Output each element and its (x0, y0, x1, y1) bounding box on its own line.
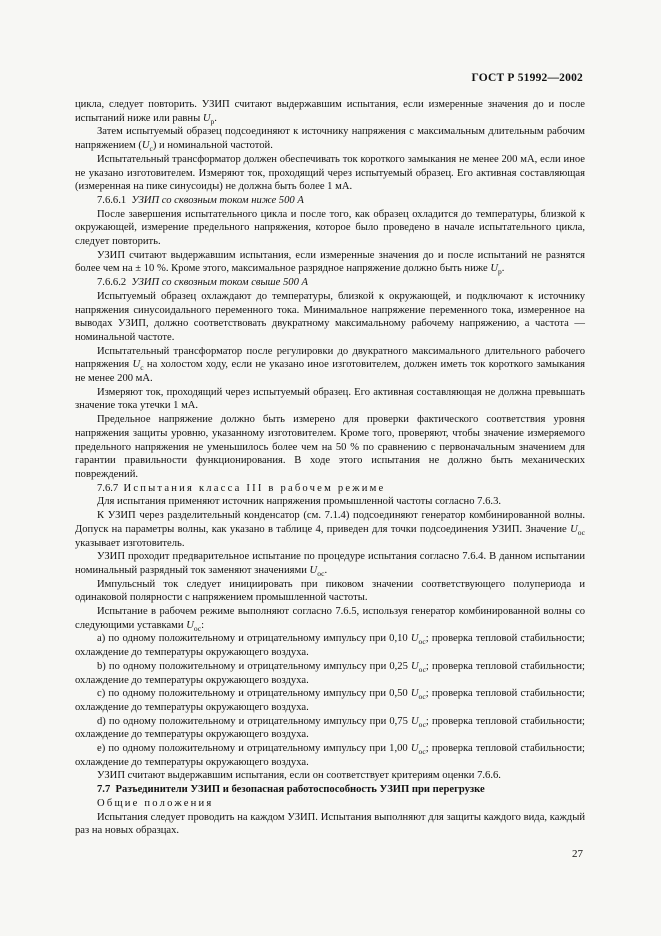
subsection-heading: 7.6.6.2 УЗИП со сквозным током свыше 500 А (97, 277, 309, 289)
paragraph: Импульсный ток следует инициировать при пиковом значении соответствующего полупериода и одинаковой полярности с напряжением промышленной частоты. (75, 578, 585, 604)
subsection-heading: 7.6.6.1 УЗИП со сквозным током ниже 500 А (97, 194, 304, 206)
paragraph: УЗИП проходит предварительное испытание по процедуре испытания согласно 7.6.4. В данном испытании номинальный разрядный ток заменяют значениями $U_{ос}$. (75, 551, 585, 579)
paragraph: Испытание в рабочем режиме выполняют согласно 7.6.5, используя генератор комбинированной волны со следующими уставками $U_{ос}$: (75, 606, 585, 633)
paragraph: К УЗИП через разделительный конденсатор (см. 7.1.4) подсоединяют генератор комбинированной волны. Допуск на параметры волны, как указано в таблице 4, приведен для точки подсоединения УЗИП. Значение $U_{ос}$ указывает изготовитель. (75, 510, 585, 549)
paragraph: Для испытания применяют источник напряжения промышленной частоты согласно 7.6.3. (97, 496, 502, 508)
paragraph: УЗИП считают выдержавшим испытания, если измеренные значения до и после испытаний не разнятся более чем на ± 10 %. Кроме этого, максимальное разрядное напряжение должно быть ниже $U_р$. (75, 249, 585, 277)
paragraph: УЗИП считают выдержавшим испытания, если он соответствует критериям оценки 7.6.6. (97, 770, 501, 782)
paragraph: цикла, следует повторить. УЗИП считают выдержавшим испытания, если измеренные значения до и после испытаний ниже или равны $U_р$. (75, 99, 585, 126)
list-item: a) по одному положительному и отрицательному импульсу при 0,10 $U_{ос}$; проверка тепловой стабильности; охлаждение до температуры окружающего воздуха. (75, 633, 585, 659)
paragraph: Испытательный трансформатор должен обеспечивать ток короткого замыкания не менее 200 мА, если иное не указано изготовителем. Измеряют ток, проходящий через испытуемый образец. Его активная составляющая (измеренная на пике синусоиды) не должна быть более 1 мА. (75, 153, 585, 193)
paragraph: После завершения испытательного цикла и после того, как образец охладится до температуры, близкой к окружающей, измерение предельного напряжения, которое было проведено в начале испытательного цикла, следует повторить. (75, 208, 585, 248)
page-body (75, 98, 585, 838)
list-item: b) по одному положительному и отрицательному импульсу при 0,25 $U_{ос}$; проверка тепловой стабильности; охлаждение до температуры окружающего воздуха. (75, 660, 586, 686)
paragraph: Испытуемый образец охлаждают до температуры, близкой к окружающей, и подключают к источнику напряжения синусоидального переменного тока. Минимальное напряжение переменного тока, измеренное на выводах УЗИП, должно соответствовать двукратному максимальному рабочему напряжению, а частота — номинальной частоте. (75, 290, 585, 343)
standard-header: ГОСТ Р 51992—2002 (471, 72, 583, 84)
list-item: e) по одному положительному и отрицательному импульсу при 1,00 $U_{ос}$; проверка тепловой стабильности; охлаждение до температуры окружающего воздуха. (75, 743, 585, 768)
list-item: d) по одному положительному и отрицательному импульсу при 0,75 $U_{ос}$; проверка тепловой стабильности; охлаждение до температуры окружающего воздуха. (75, 715, 586, 741)
paragraph: Измеряют ток, проходящий через испытуемый образец. Его активная составляющая не должна превышать значение тока утечки 1 мА. (75, 386, 585, 412)
paragraph: Испытательный трансформатор после регулировки до двукратного максимального длительного рабочего напряжения $U_c$ на холостом ходу, если не указано иное изготовителем, должен иметь ток короткого замыкания не менее 200 мА. (75, 345, 586, 385)
paragraph: Предельное напряжение должно быть измерено для проверки фактического соответствия уровня напряжения защиты уровню, указанному изготовителем. Кроме того, проверяют, чтобы значение измеряемого предельного напряжения не уменьшилось более чем на 50 % по сравнению с первоначальным значением для гарантии правильности функционирования. В ходе этого испытания не должно быть механических повреждений. (75, 414, 585, 480)
page-number: 27 (572, 848, 583, 860)
paragraph: Затем испытуемый образец подсоединяют к источнику напряжения с максимальным длительным рабочим напряжением $(U_c)$ и номинальной частотой. (75, 126, 585, 154)
section-heading: 7.6.7 Испытания класса III в рабочем режиме (97, 482, 386, 494)
list-item: c) по одному положительному и отрицательному импульсу при 0,50 $U_{ос}$; проверка тепловой стабильности; охлаждение до температуры окружающего воздуха. (75, 688, 585, 713)
subheading: Общие положения (97, 797, 214, 809)
paragraph: Испытания следует проводить на каждом УЗИП. Испытания выполняют для защиты каждого вида, каждый раз на новых образцах. (75, 811, 585, 837)
section-heading: 7.7 Разъединители УЗИП и безопасная работоспособность УЗИП при перегрузке (97, 784, 485, 796)
